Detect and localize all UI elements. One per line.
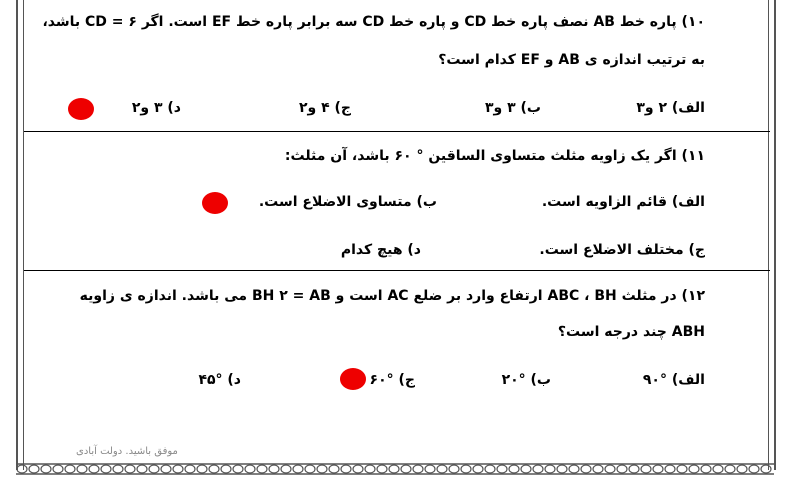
q11-option-a[interactable]: الف) قائم الزاویه است. xyxy=(541,194,705,210)
q10-line1: ۱۰) پاره خط AB نصف پاره خط CD و پاره خط CD سه برابر پاره خط EF است. اگر ۶ = CD باشد، xyxy=(42,14,705,30)
question-divider xyxy=(24,270,770,271)
q12-option-b[interactable]: ب) °۲۰ xyxy=(501,372,551,388)
answer-marker xyxy=(202,192,228,214)
q12-option-d[interactable]: د) °۴۵ xyxy=(198,372,241,388)
q10-line2: به ترتیب اندازه ی AB و EF کدام است؟ xyxy=(438,52,705,68)
q12-option-c[interactable]: ج) °۶۰ xyxy=(369,372,415,388)
q10-option-d[interactable]: د) ۳ و۲ xyxy=(131,100,181,116)
q11-option-d[interactable]: د) هیچ کدام xyxy=(340,242,421,258)
q12-line1: ۱۲) در مثلث ABC ، BH ارتفاع وارد بر ضلع AC است و BH ۲ = AB می باشد. اندازه ی زاویه xyxy=(79,288,705,304)
q11-option-b[interactable]: ب) متساوی الاضلاع است. xyxy=(258,194,437,210)
q12-option-a[interactable]: الف) °۹۰ xyxy=(642,372,705,388)
q12-line2: ABH چند درجه است؟ xyxy=(557,324,705,340)
answer-marker xyxy=(340,368,366,390)
question-divider xyxy=(24,131,770,132)
q11-option-c[interactable]: ج) مختلف الاضلاع است. xyxy=(539,242,705,258)
page-border-bottom xyxy=(16,462,774,476)
q10-option-a[interactable]: الف) ۲ و۳ xyxy=(636,100,705,116)
footer-signature: موفق باشید. دولت آبادی xyxy=(76,446,178,457)
page-border-left xyxy=(16,0,24,470)
answer-marker xyxy=(68,98,94,120)
q10-option-b[interactable]: ب) ۳ و۳ xyxy=(484,100,541,116)
q10-option-c[interactable]: ج) ۴ و۲ xyxy=(298,100,351,116)
q11-line1: ۱۱) اگر یک زاویه مثلث متساوی الساقین ° ۶۰ باشد، آن مثلث: xyxy=(284,148,705,164)
page-border-right xyxy=(768,0,776,470)
